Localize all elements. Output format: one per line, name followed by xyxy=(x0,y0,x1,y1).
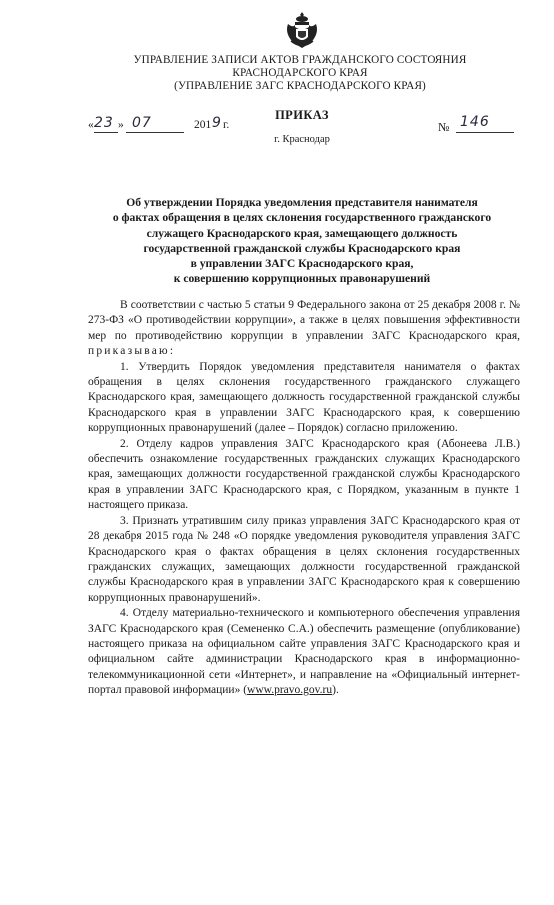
date-open-quote: « xyxy=(88,119,94,131)
order-number: 146 xyxy=(460,114,490,130)
body-paragraph-2: 2. Отделу кадров управления ЗАГС Краснодарского края (Абонеева Л.В.) обеспечить ознакомление государственных гражданских служащих Краснодарского края, замещающих должности государственной гражданской службы Краснодарского края в управлении ЗАГС Краснодарского края, с Порядком, указанным в пункте 1 настоящего приказа. xyxy=(88,437,520,512)
date-year-suffix: г. xyxy=(223,119,230,131)
title-line: к совершению коррупционных правонарушений xyxy=(173,272,431,286)
preamble-text: В соответствии с частью 5 статьи 9 Федерального закона от 25 декабря 2008 г. № 273-ФЗ «О противодействии коррупции», а также в целях повышения эффективности мер по противодействию коррупции в управлении ЗАГС Краснодарского края, xyxy=(88,299,520,342)
body-paragraph-4 xyxy=(88,606,520,698)
paragraph-4-text: 4. Отделу материально-технического и компьютерного обеспечения управления ЗАГС Краснодарского края (Семененко С.А.) обеспечить размещение (опубликование) настоящего приказа на официальном сайте управления ЗАГС Краснодарского края и официальном сайте администрации Краснодарского края в информационно-телекоммуникационной сети «Интернет», и направление на «Официальный интернет-портал правовой информации» ( xyxy=(88,607,520,697)
city: г. Краснодар xyxy=(274,134,330,145)
date-day-underline xyxy=(94,132,118,133)
body-paragraph-preamble xyxy=(88,298,520,360)
order-number-sign: № xyxy=(438,120,450,134)
order-number-underline xyxy=(456,132,514,133)
order-directive: приказываю: xyxy=(88,345,176,358)
coat-of-arms-emblem xyxy=(285,10,319,50)
date-year-prefix: 201 xyxy=(194,119,212,131)
agency-name-line2: КРАСНОДАРСКОГО КРАЯ xyxy=(232,67,368,79)
date-day: 23 xyxy=(94,115,114,131)
order-body xyxy=(88,298,520,699)
pravo-gov-link[interactable]: www.pravo.gov.ru xyxy=(247,684,333,697)
body-paragraph-1: 1. Утвердить Порядок уведомления представителя нанимателя о фактах обращения в целях склонения государственного гражданского служащего Краснодарского края, замещающего должность государственной гражданской службы Краснодарского края в управлении ЗАГС Краснодарского края, к совершению коррупционных правонарушений (далее – Порядок) согласно приложению. xyxy=(88,360,520,435)
title-line: о фактах обращения в целях склонения государственного гражданского xyxy=(112,211,492,225)
title-line: государственной гражданской службы Краснодарского края xyxy=(143,241,461,255)
order-title xyxy=(60,195,544,287)
date-year-digit: 9 xyxy=(212,115,222,131)
title-line: служащего Краснодарского края, замещающего должность xyxy=(146,226,458,240)
document-type: ПРИКАЗ xyxy=(275,108,329,122)
title-line: Об утверждении Порядка уведомления представителя нанимателя xyxy=(126,196,478,209)
agency-name-line3: (УПРАВЛЕНИЕ ЗАГС КРАСНОДАРСКОГО КРАЯ) xyxy=(174,80,426,92)
date-month: 07 xyxy=(132,115,152,131)
date-month-underline xyxy=(126,132,184,133)
agency-name-line1: УПРАВЛЕНИЕ ЗАПИСИ АКТОВ ГРАЖДАНСКОГО СОСТОЯНИЯ xyxy=(133,54,467,66)
paragraph-4-end: ). xyxy=(332,684,339,697)
body-paragraph-3: 3. Признать утратившим силу приказ управления ЗАГС Краснодарского края от 28 декабря 2015 года № 248 «О порядке уведомления руководителя управления ЗАГС Краснодарского края о фактах обращения в целях склонения государственных гражданских служащих, замещающих должности государственной гражданской службы Краснодарского края в управлении ЗАГС Краснодарского края к совершению коррупционных правонарушений». xyxy=(88,514,520,604)
date-close-quote: » xyxy=(118,119,124,131)
title-line: в управлении ЗАГС Краснодарского края, xyxy=(190,257,414,271)
